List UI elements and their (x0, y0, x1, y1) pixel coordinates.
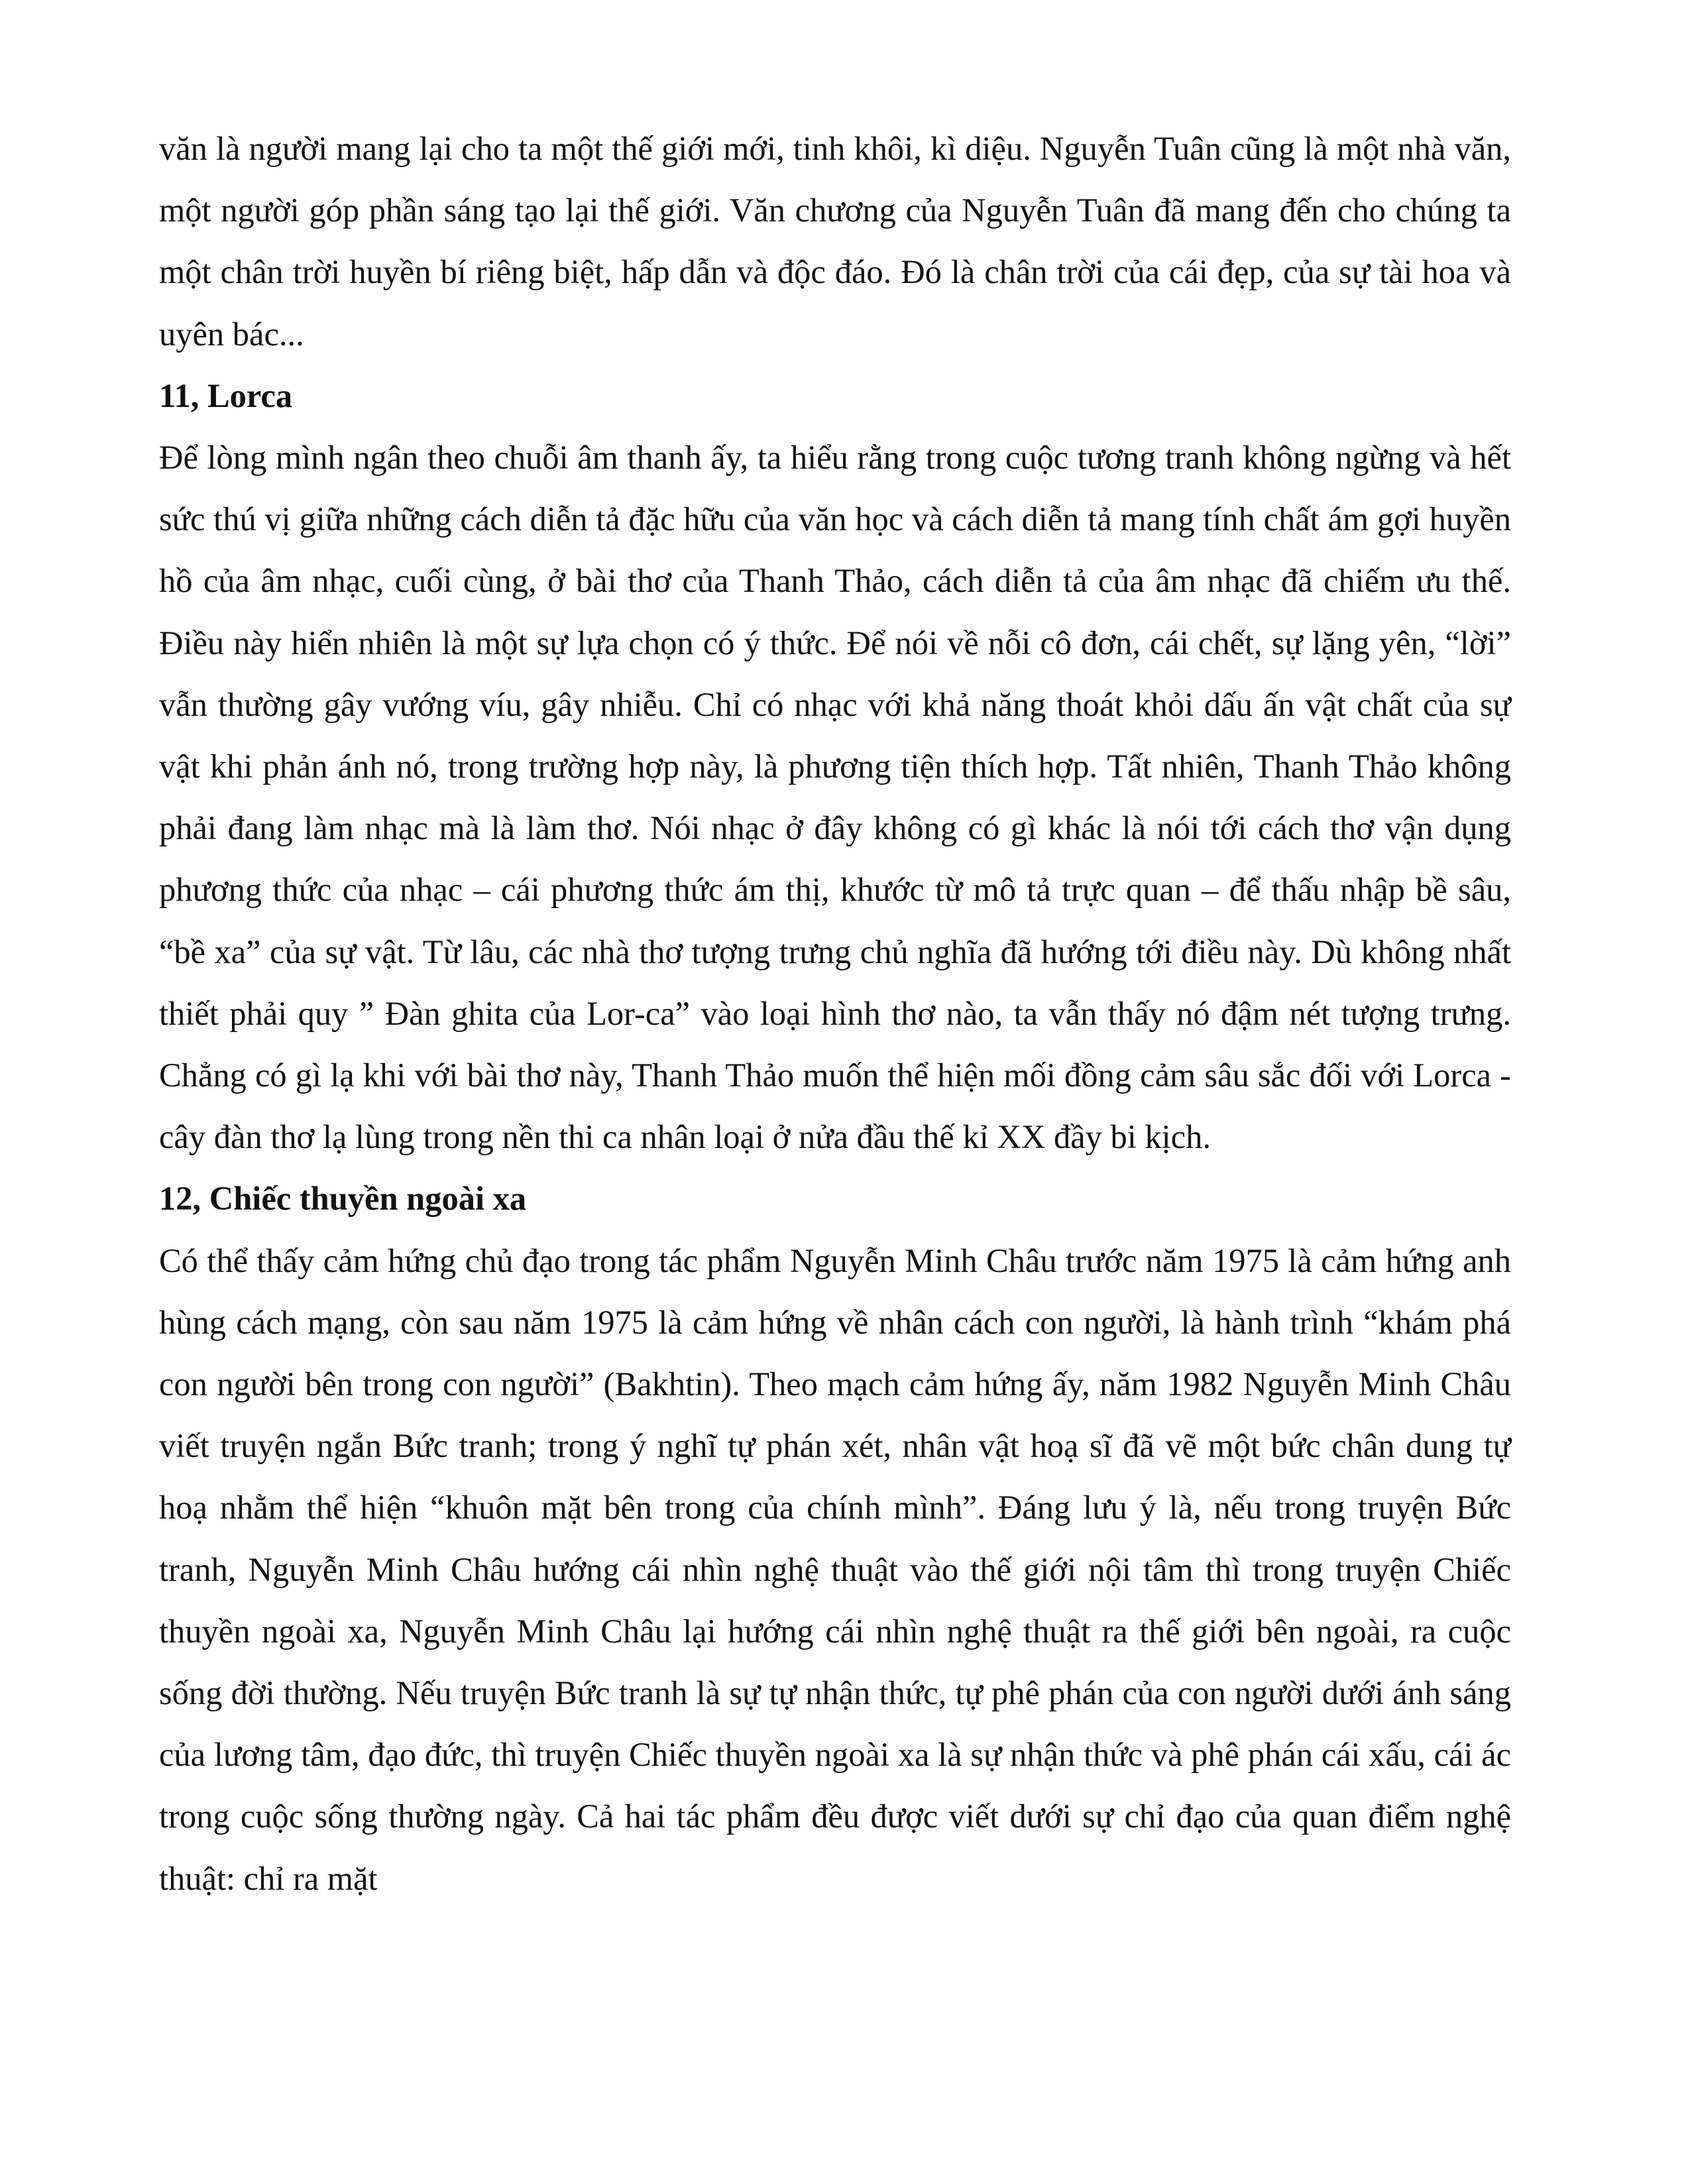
section-heading: 11, Lorca (159, 376, 293, 414)
intro-paragraph: văn là người mang lại cho ta một thế giới mới, tinh khôi, kì diệu. Nguyễn Tuân cũng là một nhà văn, một người góp phần sáng tạo lại thế giới. Văn chương của Nguyễn Tuân đã mang đến cho chúng ta một chân trời huyền bí riêng biệt, hấp dẫn và độc đáo. Đó là chân trời của cái đẹp, của sự tài hoa và uyên bác... (159, 130, 1511, 353)
document-page (159, 118, 1511, 1910)
section-body: Để lòng mình ngân theo chuỗi âm thanh ấy, ta hiểu rằng trong cuộc tương tranh không ngừng và hết sức thú vị giữa những cách diễn tả đặc hữu của văn học và cách diễn tả mang tính chất ám gợi huyền hồ của âm nhạc, cuối cùng, ở bài thơ của Thanh Thảo, cách diễn tả của âm nhạc đã chiếm ưu thế. Điều này hiển nhiên là một sự lựa chọn có ý thức. Để nói về nỗi cô đơn, cái chết, sự lặng yên, “lời” vẫn thường gây vướng víu, gây nhiễu. Chỉ có nhạc với khả năng thoát khỏi dấu ấn vật chất của sự vật khi phản ánh nó, trong trường hợp này, là phương tiện thích hợp. Tất nhiên, Thanh Thảo không phải đang làm nhạc mà là làm thơ. Nói nhạc ở đây không có gì khác là nói tới cách thơ vận dụng phương thức của nhạc – cái phương thức ám thị, khước từ mô tả trực quan – để thấu nhập bề sâu, “bề xa” của sự vật. Từ lâu, các nhà thơ tượng trưng chủ nghĩa đã hướng tới điều này. Dù không nhất thiết phải quy ” Đàn ghita của Lor-ca” vào loại hình thơ nào, ta vẫn thấy nó đậm nét tượng trưng. Chẳng có gì lạ khi với bài thơ này, Thanh Thảo muốn thể hiện mối đồng cảm sâu sắc đối với Lorca - cây đàn thơ lạ lùng trong nền thi ca nhân loại ở nửa đầu thế kỉ XX đầy bi kịch. (159, 439, 1511, 1156)
section-lorca (159, 365, 1511, 1169)
section-body: Có thể thấy cảm hứng chủ đạo trong tác phẩm Nguyễn Minh Châu trước năm 1975 là cảm hứng anh hùng cách mạng, còn sau năm 1975 là cảm hứng về nhân cách con người, là hành trình “khám phá con người bên trong con người” (Bakhtin). Theo mạch cảm hứng ấy, năm 1982 Nguyễn Minh Châu viết truyện ngắn Bức tranh; trong ý nghĩ tự phán xét, nhân vật hoạ sĩ đã vẽ một bức chân dung tự hoạ nhằm thể hiện “khuôn mặt bên trong của chính mình”. Đáng lưu ý là, nếu trong truyện Bức tranh, Nguyễn Minh Châu hướng cái nhìn nghệ thuật vào thế giới nội tâm thì trong truyện Chiếc thuyền ngoài xa, Nguyễn Minh Châu lại hướng cái nhìn nghệ thuật ra thế giới bên ngoài, ra cuộc sống đời thường. Nếu truyện Bức tranh là sự tự nhận thức, tự phê phán của con người dưới ánh sáng của lương tâm, đạo đức, thì truyện Chiếc thuyền ngoài xa là sự nhận thức và phê phán cái xấu, cái ác trong cuộc sống thường ngày. Cả hai tác phẩm đều được viết dưới sự chỉ đạo của quan điểm nghệ thuật: chỉ ra mặt (159, 1241, 1511, 1897)
section-chiec-thuyen-ngoai-xa (159, 1168, 1511, 1909)
section-heading: 12, Chiếc thuyền ngoài xa (159, 1180, 527, 1218)
